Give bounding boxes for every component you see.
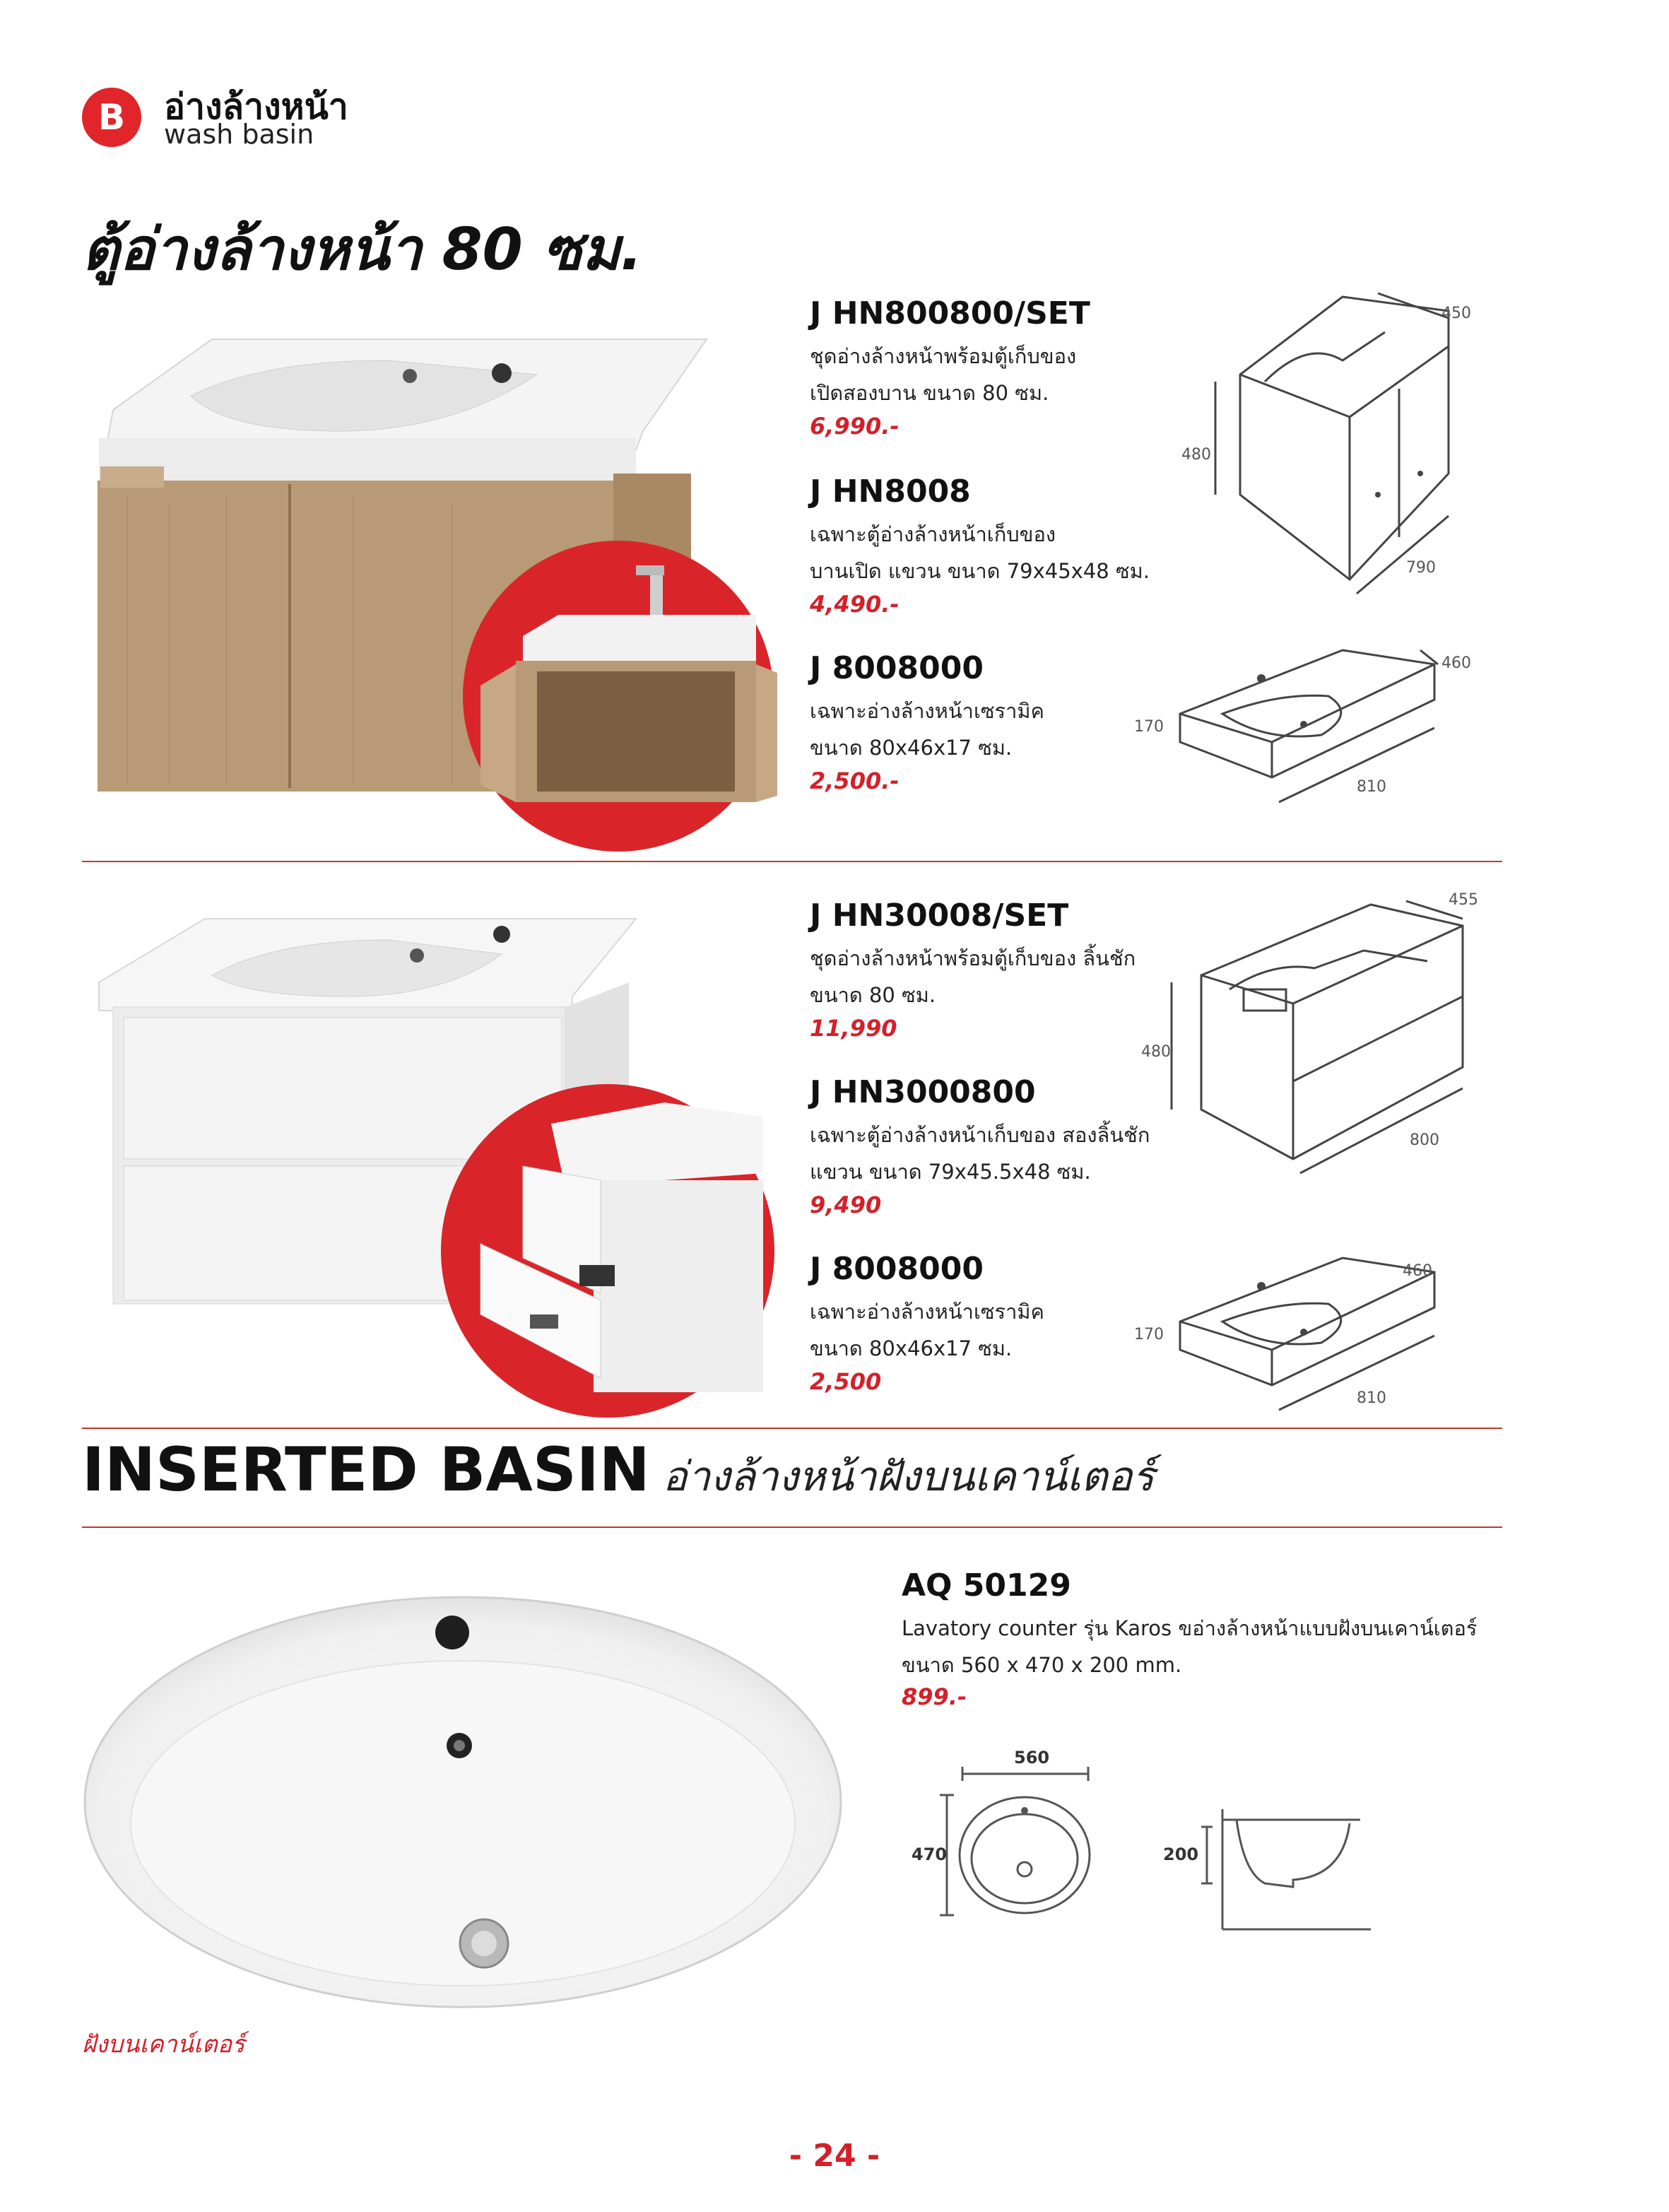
page-number: - 24 - (789, 2138, 880, 2174)
cabinet-dimension-drawing (1166, 283, 1491, 608)
product-desc: ขนาด 80x46x17 ซม. (810, 1336, 1013, 1360)
inserted-basin-image (78, 1590, 862, 2021)
product-price: 899.- (902, 1683, 967, 1710)
inserted-basin-heading (82, 1435, 1154, 1509)
page-title: ตู้อ่างล้างหน้า 80 ซม. (82, 216, 643, 283)
product-desc: เฉพาะอ่างล้างหน้าเซรามิค (810, 699, 1044, 723)
section-divider (82, 861, 1502, 862)
dim-width: 800 (1410, 1131, 1439, 1149)
dim-depth: 455 (1449, 891, 1478, 909)
dim-width: 810 (1357, 1389, 1386, 1407)
section-title-th: อ่างล้างหน้า (164, 86, 348, 127)
section-title-en: wash basin (164, 119, 314, 150)
product-code: J HN30008/SET (810, 898, 1069, 934)
image-caption: ฝังบนเคาน์เตอร์ (82, 2030, 245, 2059)
product-code: J HN800800/SET (810, 295, 1090, 331)
basin-dimension-drawing (1124, 1244, 1477, 1435)
dim-depth: 450 (1441, 305, 1471, 322)
dim-width: 560 (1014, 1748, 1050, 1767)
dim-depth: 460 (1441, 654, 1471, 672)
product-desc: เฉพาะตู้อ่างล้างหน้าเก็บของ (810, 522, 1056, 546)
product-price: 11,990 (810, 1015, 897, 1042)
product-price: 4,490.- (810, 591, 900, 618)
section-divider (82, 1428, 1502, 1429)
dim-height: 170 (1134, 1326, 1164, 1343)
product-code: J HN8008 (810, 473, 971, 510)
product-desc: เฉพาะตู้อ่างล้างหน้าเก็บของ สองลิ้นชัก (810, 1123, 1150, 1147)
product-desc: ขนาด 80x46x17 ซม. (810, 736, 1013, 760)
product-desc: เปิดสองบาน ขนาด 80 ซม. (810, 381, 1049, 405)
dim-length: 470 (912, 1845, 948, 1864)
product-desc: ขนาด 560 x 470 x 200 mm. (902, 1653, 1182, 1677)
product-desc: ชุดอ่างล้างหน้าพร้อมตู้เก็บของ ลิ้นชัก (810, 946, 1136, 970)
product-code: AQ 50129 (902, 1567, 1071, 1604)
section-divider (82, 1526, 1502, 1528)
product-desc: Lavatory counter รุ่น Karos ขอ่างล้างหน้าแบบฝังบนเคาน์เตอร์ (902, 1616, 1478, 1640)
dim-height: 480 (1141, 1043, 1171, 1061)
product-code: J 8008000 (810, 650, 984, 686)
product-code: J HN3000800 (810, 1074, 1036, 1110)
drawer-cabinet-dimension-drawing (1131, 883, 1484, 1180)
open-cabinet-inset (459, 537, 777, 855)
section-badge: B (82, 88, 141, 147)
product-price: 9,490 (810, 1192, 882, 1218)
product-code: J 8008000 (810, 1251, 984, 1287)
product-price: 2,500 (810, 1368, 882, 1395)
heading-th: อ่างล้างหน้าฝังบนเคาน์เตอร์ (662, 1452, 1155, 1500)
inserted-basin-dimension-drawing (912, 1739, 1378, 1951)
product-desc: บานเปิด แขวน ขนาด 79x45x48 ซม. (810, 559, 1150, 583)
dim-depth: 460 (1403, 1262, 1432, 1280)
product-price: 2,500.- (810, 767, 900, 794)
open-drawer-inset (438, 1081, 777, 1420)
heading-en: INSERTED BASIN (82, 1435, 650, 1505)
product-desc: ขนาด 80 ซม. (810, 983, 936, 1007)
dim-width: 810 (1357, 778, 1386, 796)
product-desc: ชุดอ่างล้างหน้าพร้อมตู้เก็บของ (810, 344, 1077, 368)
dim-width: 790 (1406, 559, 1436, 577)
dim-height: 480 (1181, 446, 1211, 464)
product-price: 6,990.- (810, 413, 900, 440)
dim-height: 200 (1163, 1845, 1199, 1864)
basin-dimension-drawing (1124, 636, 1477, 827)
product-desc: เฉพาะอ่างล้างหน้าเซรามิค (810, 1300, 1044, 1324)
product-desc: แขวน ขนาด 79x45.5x48 ซม. (810, 1160, 1091, 1184)
dim-height: 170 (1134, 718, 1164, 736)
